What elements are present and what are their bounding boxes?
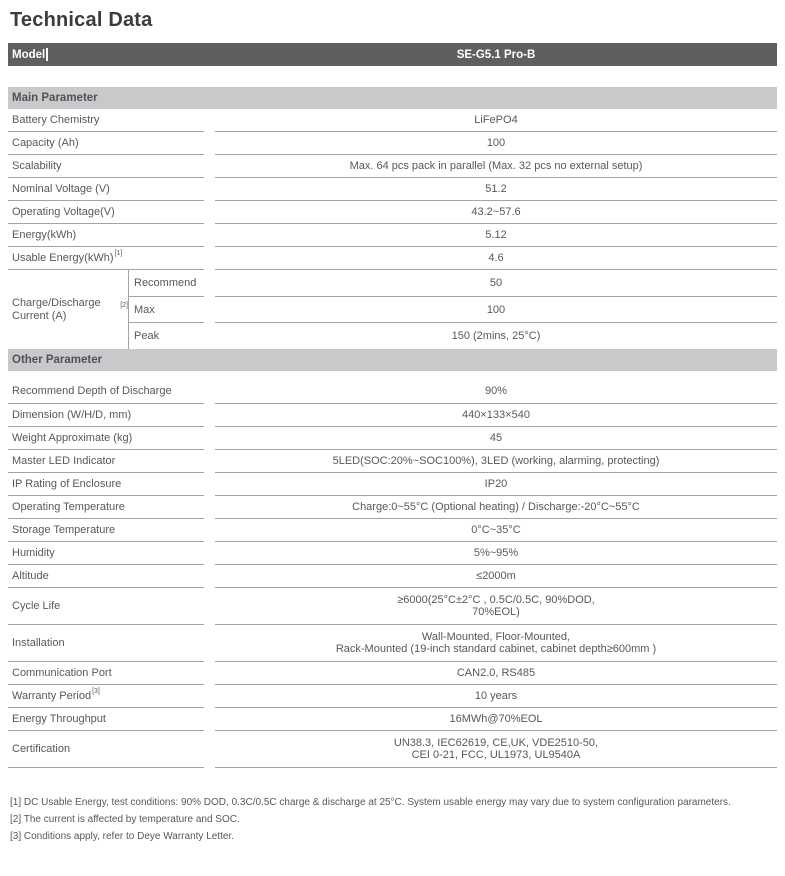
row-label-text: Installation: [12, 636, 65, 649]
sub-row-value: 50: [489, 276, 503, 289]
table-row: [8, 132, 777, 155]
row-label: [8, 270, 128, 349]
row-label: [8, 708, 204, 731]
row-label-text: Capacity (Ah): [12, 136, 79, 149]
text-caret: [46, 48, 48, 61]
column-gap: [204, 542, 215, 565]
column-gap: [204, 662, 215, 685]
row-label: [8, 542, 204, 565]
column-gap: [204, 685, 215, 708]
row-value: 100: [215, 132, 777, 155]
row-value: 43.2~57.6: [215, 201, 777, 224]
table-row: [8, 496, 777, 519]
section-heading-label: Main Parameter: [12, 92, 98, 104]
row-label-text: Cycle Life: [12, 599, 61, 612]
row-label: [8, 427, 204, 450]
row-value: 90%: [215, 371, 777, 404]
row-label: [8, 588, 204, 625]
sub-row-label: Recommend: [134, 276, 197, 289]
footnote-2: [2] The current is affected by temperature and SOC.: [10, 814, 240, 825]
column-gap: [204, 519, 215, 542]
row-label-text: Nominal Voltage (V): [12, 182, 110, 195]
row-label-text: Communication Port: [12, 666, 112, 679]
column-gap: [204, 450, 215, 473]
table-row: [8, 371, 777, 404]
row-value: 10 years: [215, 685, 777, 708]
table-row: [8, 473, 777, 496]
row-value: 16MWh@70%EOL: [215, 708, 777, 731]
column-gap: [204, 224, 215, 247]
table-row: [8, 685, 777, 708]
row-label-text: Altitude: [12, 569, 49, 582]
column-gap: [204, 371, 215, 404]
model-header-bar: [8, 43, 777, 66]
table-row: [8, 519, 777, 542]
spec-table: [0, 87, 785, 768]
row-value: 0°C~35°C: [215, 519, 777, 542]
column-gap: [204, 625, 215, 662]
row-value: [215, 588, 777, 625]
row-value: Charge:0~55°C (Optional heating) / Discharge:-20°C~55°C: [215, 496, 777, 519]
column-gap: [204, 109, 215, 132]
section-heading-bar: [8, 349, 777, 371]
row-label-text: Operating Voltage(V): [12, 205, 115, 218]
table-row: [8, 178, 777, 201]
row-label: [8, 662, 204, 685]
sub-label-column: [128, 270, 204, 349]
row-label: [8, 625, 204, 662]
table-row: [8, 565, 777, 588]
row-value: CAN2.0, RS485: [215, 662, 777, 685]
section-heading-bar: [8, 87, 777, 109]
table-row: [8, 450, 777, 473]
table-row: [8, 247, 777, 270]
row-label: [8, 519, 204, 542]
row-label: [8, 404, 204, 427]
row-label: [8, 473, 204, 496]
column-gap: [204, 201, 215, 224]
row-label-text: IP Rating of Enclosure: [12, 477, 122, 490]
table-row: [8, 542, 777, 565]
sub-value-column: [215, 270, 777, 349]
row-label: [8, 496, 204, 519]
column-gap: [204, 132, 215, 155]
table-row: [8, 588, 777, 625]
row-label: [8, 132, 204, 155]
row-value-line: CEI 0-21, FCC, UL1973, UL9540A: [411, 749, 581, 761]
footnote-ref: [1]: [114, 249, 123, 257]
table-row: [8, 404, 777, 427]
row-label: [8, 565, 204, 588]
table-row: [8, 224, 777, 247]
row-value: 440×133×540: [215, 404, 777, 427]
sub-row-value: 100: [215, 296, 777, 323]
row-label: [8, 685, 204, 708]
column-gap: [204, 247, 215, 270]
row-value: 45: [215, 427, 777, 450]
column-gap: [204, 427, 215, 450]
row-value: 51.2: [215, 178, 777, 201]
row-value-line: Rack-Mounted (19-inch standard cabinet, cabinet depth≥600mm ): [335, 643, 657, 655]
model-value: SE-G5.1 Pro-B: [456, 48, 536, 61]
sub-row-value: 150 (2mins, 25°C): [215, 322, 777, 349]
sub-row-label: Peak: [129, 322, 204, 349]
column-gap: [204, 404, 215, 427]
row-label: [8, 224, 204, 247]
sub-row-label: Max: [129, 296, 204, 323]
row-label-text: Humidity: [12, 546, 55, 559]
row-label: [8, 731, 204, 768]
row-value: 5%~95%: [215, 542, 777, 565]
row-label-text: Usable Energy(kWh): [12, 251, 114, 264]
row-label-text: Scalability: [12, 159, 62, 172]
column-gap: [204, 731, 215, 768]
row-label: [8, 155, 204, 178]
row-value: 5.12: [215, 224, 777, 247]
column-gap: [204, 565, 215, 588]
row-value: IP20: [215, 473, 777, 496]
row-value: ≤2000m: [215, 565, 777, 588]
row-label: [8, 371, 204, 404]
row-label: [8, 178, 204, 201]
row-value: [215, 731, 777, 768]
footnote-1: [1] DC Usable Energy, test conditions: 90% DOD, 0.3C/0.5C charge & discharge at 25°C. System usable energy may vary due to system configuration parameters.: [10, 797, 731, 808]
column-gap: [204, 155, 215, 178]
row-value-line: Wall-Mounted, Floor-Mounted,: [421, 630, 571, 643]
table-row: [8, 731, 777, 768]
technical-data-page: [0, 8, 785, 845]
row-label: [8, 109, 204, 132]
footnotes: [10, 794, 747, 845]
table-row: [8, 155, 777, 178]
row-label-text: Charge/Discharge Current (A): [12, 297, 101, 322]
row-label: [8, 450, 204, 473]
table-row: [8, 625, 777, 662]
column-gap: [204, 708, 215, 731]
column-gap: [204, 270, 215, 349]
row-label-text: Certification: [12, 742, 71, 755]
table-row: [8, 708, 777, 731]
table-row: [8, 201, 777, 224]
row-value: 5LED(SOC:20%~SOC100%), 3LED (working, alarming, protecting): [215, 450, 777, 473]
row-label-text: Weight Approximate (kg): [12, 431, 133, 444]
row-label-text: Energy Throughput: [12, 712, 106, 725]
footnote-ref: [3]: [92, 687, 100, 695]
row-value-line: ≥6000(25°C±2°C , 0.5C/0.5C, 90%DOD,: [397, 593, 595, 606]
row-label: [8, 201, 204, 224]
row-value: Max. 64 pcs pack in parallel (Max. 32 pcs no external setup): [215, 155, 777, 178]
row-label-text: Master LED Indicator: [12, 454, 116, 467]
row-label-text: Operating Temperature: [12, 500, 125, 513]
row-label-text: Battery Chemistry: [12, 113, 100, 126]
row-value: 4.6: [215, 247, 777, 270]
footnote-3: [3] Conditions apply, refer to Deye Warranty Letter.: [10, 831, 234, 842]
table-row: [8, 427, 777, 450]
footnote-ref: [2]: [120, 301, 128, 309]
row-label-text: Dimension (W/H/D, mm): [12, 408, 132, 421]
section-heading-label: Other Parameter: [12, 354, 103, 366]
column-gap: [204, 496, 215, 519]
row-label-text: Energy(kWh): [12, 228, 77, 241]
column-gap: [204, 178, 215, 201]
row-value-line: 70%EOL): [472, 606, 520, 618]
row-label-text: Storage Temperature: [12, 523, 116, 536]
row-label: [8, 247, 204, 270]
row-label-text: Warranty Period: [12, 689, 92, 702]
row-value: [215, 625, 777, 662]
table-row: [8, 662, 777, 685]
column-gap: [204, 473, 215, 496]
row-value: LiFePO4: [215, 109, 777, 132]
row-label-text: Recommend Depth of Discharge: [12, 385, 172, 398]
row-value-line: UN38.3, IEC62619, CE,UK, VDE2510-50,: [393, 736, 599, 749]
table-row-group: [8, 270, 777, 349]
model-label: Model: [12, 48, 46, 61]
column-gap: [204, 588, 215, 625]
page-title: Technical Data: [10, 9, 153, 31]
table-row: [8, 109, 777, 132]
